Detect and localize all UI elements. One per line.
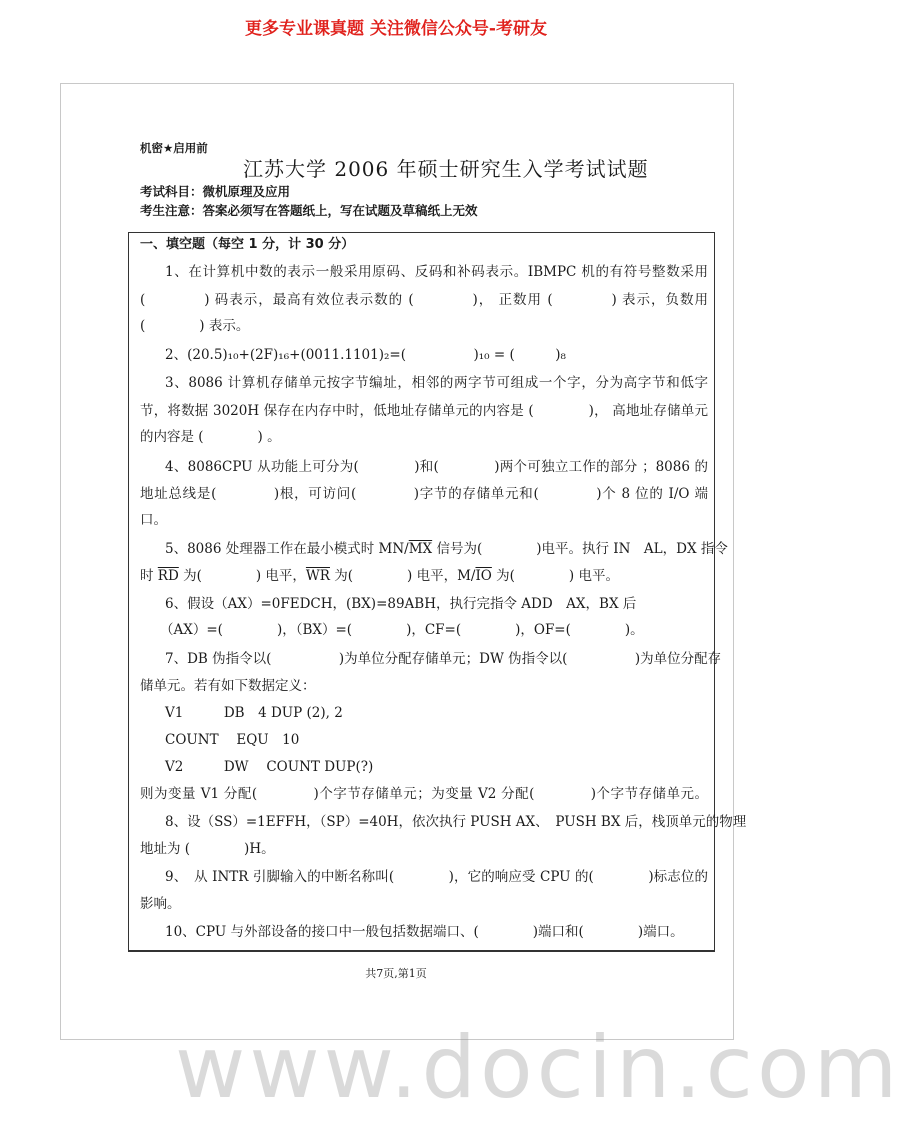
q3-line: 3、8086 计算机存储单元按字节编址，相邻的两字节可组成一个字，分为高字节和低字 [165,375,708,391]
text: 为( ) 电平，M/ [329,568,476,584]
signal-wr: $\overline{WR}$ [305,568,330,584]
q7-code: COUNT EQU 10 [165,732,300,748]
q6-line: 6、假设（AX）=0FEDCH，(BX)=89ABH，执行完指令 ADD AX，BX 后 [165,596,637,612]
q1-line: 1、在计算机中数的表示一般采用原码、反码和补码表示。IBMPC 机的有符号整数采用 [165,264,708,280]
q7-line: 则为变量 V1 分配( )个字节存储单元；为变量 V2 分配( )个字节存储单元。 [140,786,708,802]
text: 为( ) 电平， [178,568,306,584]
q3-line: 节，将数据 3020H 保存在内存中时，低地址存储单元的内容是 ( )， 高地址存储单元 [140,403,708,419]
q5-line [165,541,728,557]
exam-notice: 考生注意：答案必须写在答题纸上，写在试题及草稿纸上无效 [140,203,478,218]
q7-line: 7、DB 伪指令以( )为单位分配存储单元；DW 伪指令以( )为单位分配存 [165,651,722,667]
q9-line: 影响。 [140,896,181,912]
text: 信号为( )电平。执行 IN AL，DX 指令 [432,541,728,557]
signal-io: $\overline{IO}$ [475,568,492,584]
q4-line: 4、8086CPU 从功能上可分为( )和( )两个可独立工作的部分 ；8086 的 [165,459,708,475]
text: 时 [140,568,158,584]
page-counter: 共7页,第1页 [365,967,427,980]
q4-line: 口。 [140,512,167,528]
signal-mx: $\overline{MX}$ [408,541,433,557]
q5-line [140,568,619,584]
promo-banner[interactable]: 更多专业课真题 关注微信公众号-考研友 [245,19,547,39]
exam-subject: 考试科目：微机原理及应用 [140,184,291,199]
q6-line: （AX）=( )，（BX）=( )，CF=( )，OF=( )。 [160,622,644,638]
text: 5、8086 处理器工作在最小模式时 MN/ [165,541,409,557]
q10-line: 10、CPU 与外部设备的接口中一般包括数据端口、( )端口和( )端口。 [165,924,684,940]
q7-code: V1 DB 4 DUP (2), 2 [165,705,343,721]
watermark: www.docin.com [175,1018,901,1118]
q4-line: 地址总线是( )根，可访问( )字节的存储单元和( )个 8 位的 I/O 端 [140,486,708,502]
q1-line: ( ) 表示。 [140,318,250,334]
q8-line: 8、设（SS）=1EFFH，（SP）=40H，依次执行 PUSH AX、 PUSH BX 后，栈顶单元的物理 [165,814,747,830]
q1-line: ( ) 码表示，最高有效位表示数的 ( )， 正数用 ( ) 表示，负数用 [140,292,708,308]
q8-line: 地址为 ( )H。 [140,841,275,857]
signal-rd: $\overline{RD}$ [157,568,179,584]
exam-title: 江苏大学 2006 年硕士研究生入学考试试题 [243,157,649,181]
q9-line: 9、 从 INTR 引脚输入的中断名称叫( )，它的响应受 CPU 的( )标志位的 [165,869,708,885]
q7-code: V2 DW COUNT DUP(?) [165,759,374,775]
section-heading: 一、填空题（每空 1 分，计 30 分） [140,237,355,252]
q3-line: 的内容是 ( ) 。 [140,429,281,445]
confidential-label: 机密★启用前 [140,141,208,155]
q2-line: 2、(20.5)₁₀+(2F)₁₆+(0011.1101)₂=( )₁₀ = ( )₈ [165,347,566,363]
text: 为( ) 电平。 [491,568,619,584]
q7-line: 储单元。若有如下数据定义： [140,678,316,694]
